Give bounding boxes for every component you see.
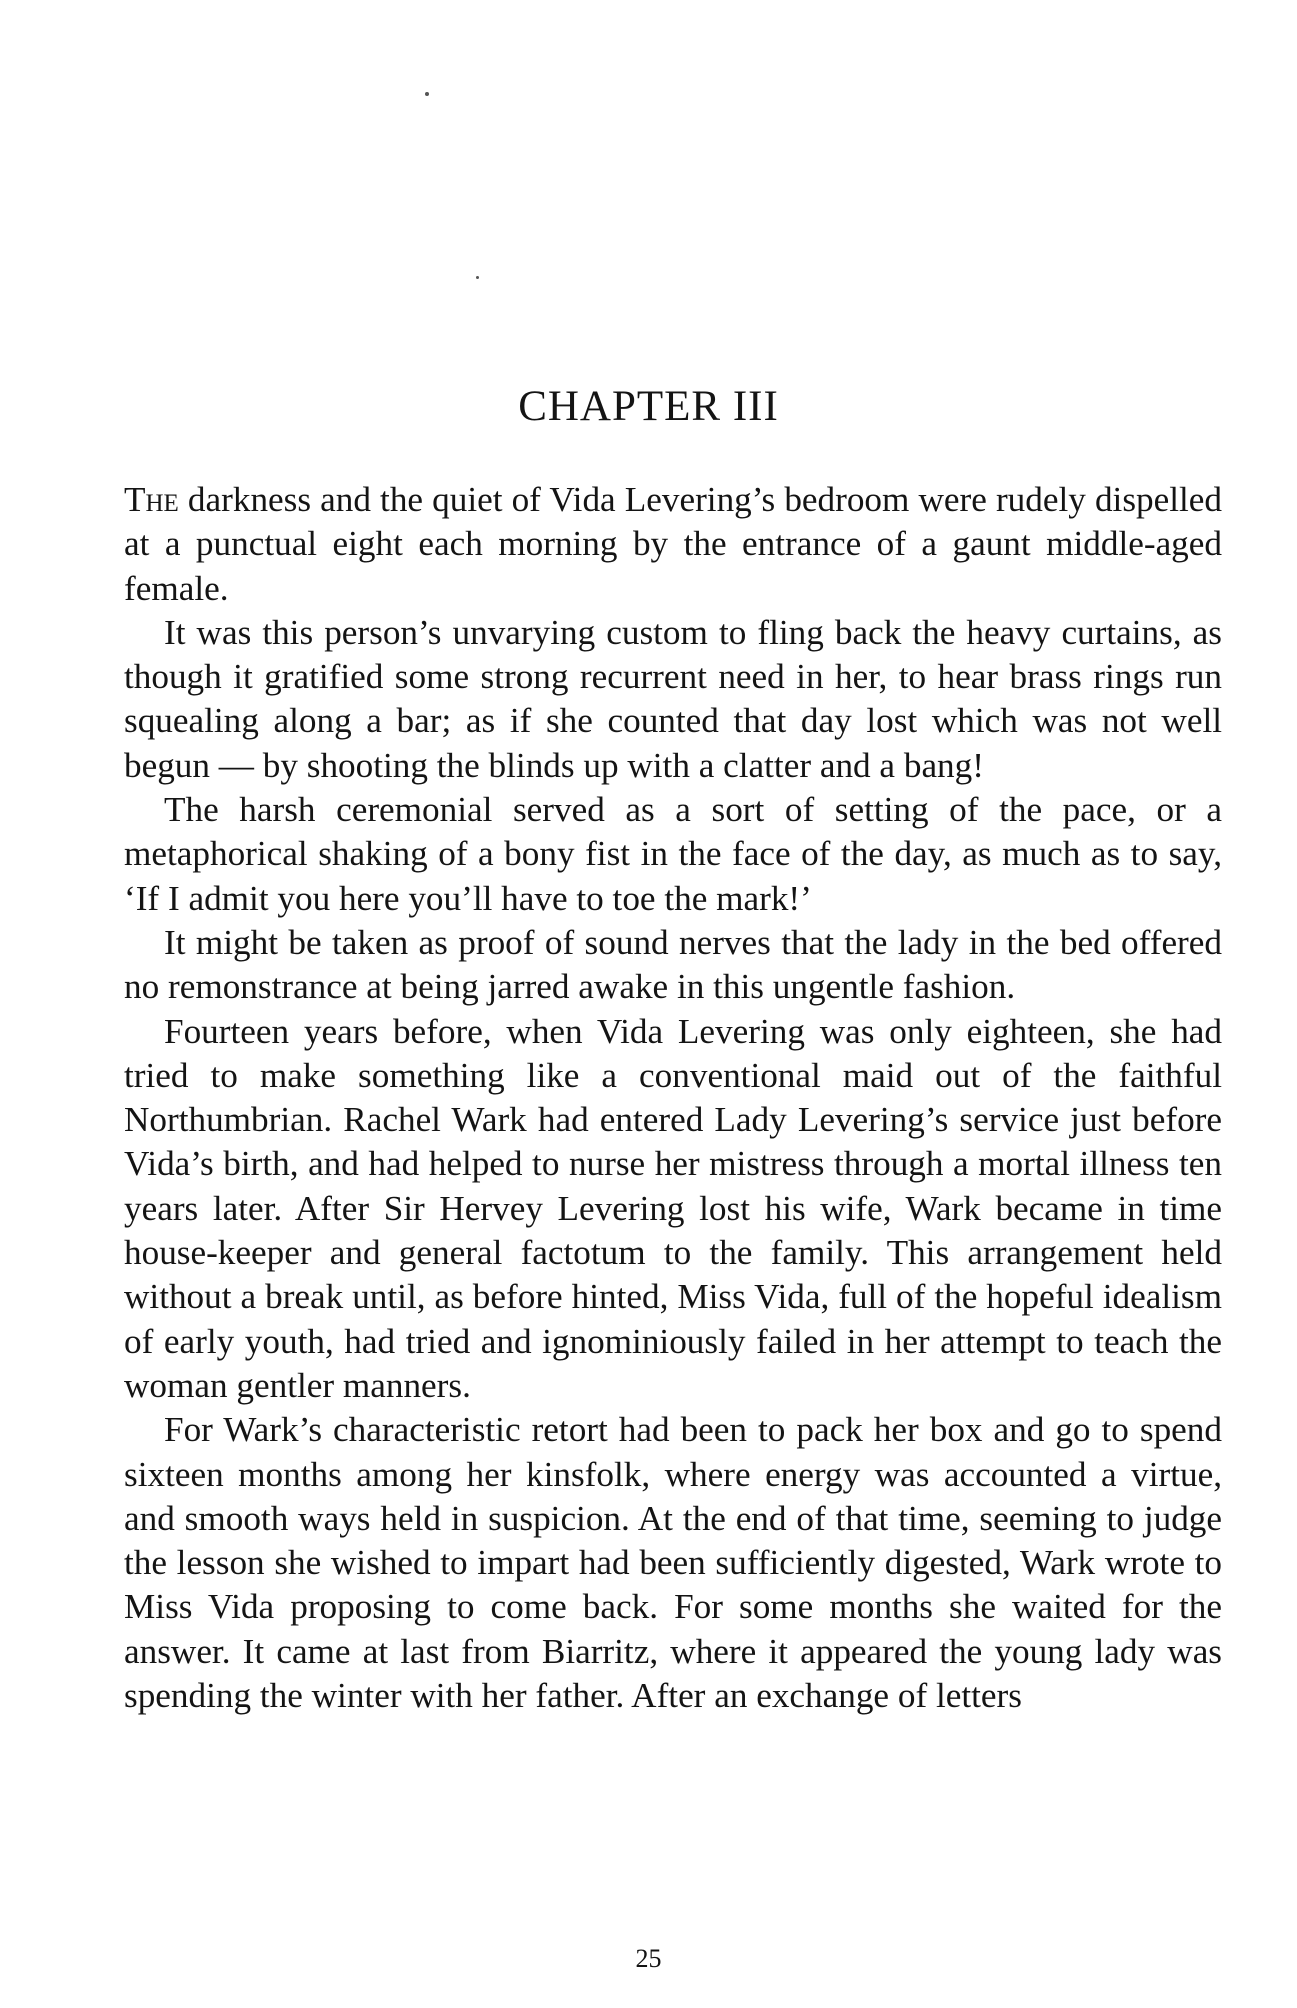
- paragraph-lead-word: The: [124, 480, 179, 519]
- print-speck: [425, 92, 429, 96]
- page-number: 25: [635, 1944, 662, 1973]
- paragraph: It might be taken as proof of sound nerves that the lady in the bed offered no remonstrance at being jarred awake in this ungentle fashion.: [124, 922, 1222, 1007]
- print-speck: [476, 276, 479, 279]
- paragraph: [124, 478, 1222, 611]
- chapter-title: CHAPTER III: [518, 383, 779, 430]
- paragraph: Fourteen years before, when Vida Levering was only eighteen, she had tried to make something like a conventional maid out of the faithful Northumbrian. Rachel Wark had entered Lady Levering’s service just before Vida’s birth, and had helped to nurse her mistress through a mortal illness ten years later. After Sir Hervey Levering lost his wife, Wark became in time house-keeper and general factotum to the family. This arrangement held without a break until, as before hinted, Miss Vida, full of the hopeful idealism of early youth, had tried and ignominiously failed in her attempt to teach the woman gentler manners.: [124, 1011, 1222, 1405]
- paragraph-text: darkness and the quiet of Vida Levering’s bedroom were rudely dispelled at a punctual eight each morning by the entrance of a gaunt middle-aged female.: [124, 480, 1222, 608]
- paragraph: It was this person’s unvarying custom to fling back the heavy curtains, as though it gratified some strong recurrent need in her, to hear brass rings run squealing along a bar; as if she counted that day lost which was not well begun — by shooting the blinds up with a clatter and a bang!: [124, 612, 1222, 785]
- paragraph: For Wark’s characteristic retort had been to pack her box and go to spend sixteen months among her kinsfolk, where energy was accounted a virtue, and smooth ways held in suspicion. At the end of that time, seeming to judge the lesson she wished to impart had been sufficiently digested, Wark wrote to Miss Vida proposing to come back. For some months she waited for the answer. It came at last from Biarritz, where it appeared the young lady was spending the winter with her father. After an exchange of letters: [124, 1410, 1222, 1716]
- body-text: [124, 478, 1222, 1718]
- paragraph: The harsh ceremonial served as a sort of setting of the pace, or a metaphorical shaking of a bony fist in the face of the day, as much as to say, ‘If I admit you here you’ll have to toe the mark!’: [124, 790, 1222, 918]
